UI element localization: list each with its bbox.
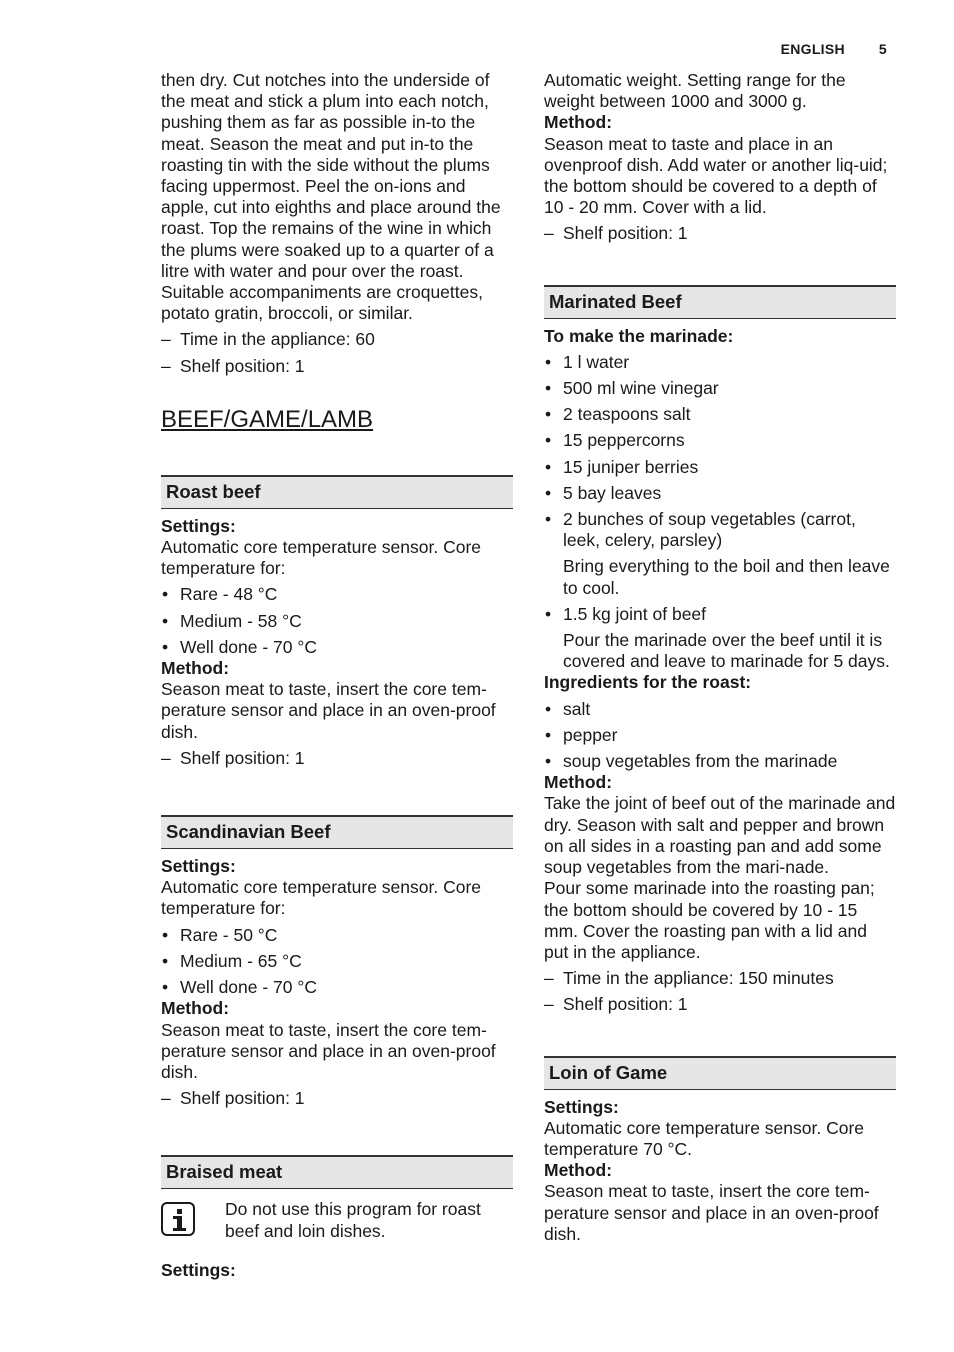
method-label: Method: — [161, 998, 230, 1019]
list-item: • pepper — [544, 725, 896, 746]
method-text: Season meat to taste, insert the core tem-perature sensor and place in an oven-proof dish. — [161, 1019, 496, 1082]
list-item: • Rare - 50 °C — [161, 925, 513, 946]
shelf-list — [161, 1088, 513, 1109]
list-item: • 1.5 kg joint of beef — [544, 604, 896, 625]
list-item: – Shelf position: 1 — [161, 748, 513, 769]
list-item: • 500 ml wine vinegar — [544, 378, 896, 399]
left-column — [161, 70, 513, 1281]
recipe-title-marinated-beef: Marinated Beef — [544, 285, 896, 319]
settings-label: Settings: — [161, 856, 236, 877]
intro-text: then dry. Cut notches into the underside of the meat and stick a plum into each notch, pushing them as far as possible in-to the meat. Season the meat and put in-to the roasting tin with the side without the plums facing uppermost. Peel the on-ions and apple, cut into eighths and place around the roast. Top the remains of the wine in which the plums were soaked up to a quarter of a litre with water and pour over the roast. Suitable accompaniments are croquettes, potato gratin, broccoli, or similar. — [161, 70, 501, 324]
list-item: – Shelf position: 1 — [544, 223, 896, 244]
beef-list — [544, 604, 896, 625]
method-text: Pour some marinade into the roasting pan; the bottom should be covered by 10 - 15 mm. Cover the roasting pan with a lid and put in the appliance. — [544, 878, 875, 962]
list-item: • 2 bunches of soup vegetables (carrot, leek, celery, parsley) — [544, 509, 896, 551]
list-item: • 15 peppercorns — [544, 430, 896, 451]
list-item: – Shelf position: 1 — [161, 356, 513, 377]
list-item: • Medium - 58 °C — [161, 611, 513, 632]
info-note — [161, 1199, 513, 1241]
method-label: Method: — [544, 772, 613, 793]
steps-list — [544, 968, 896, 1015]
method-label: Method: — [161, 658, 230, 679]
marinade-label: To make the marinade: — [544, 325, 734, 346]
boil-note: Bring everything to the boil and then leave to cool. — [563, 556, 890, 598]
marinate-note: Pour the marinade over the beef until it is covered and leave to marinade for 5 days. — [563, 630, 890, 672]
list-item: • Well done - 70 °C — [161, 977, 513, 998]
marinade-list — [544, 352, 896, 552]
method-label: Method: — [544, 1160, 613, 1181]
list-item: • 5 bay leaves — [544, 483, 896, 504]
list-item: • Medium - 65 °C — [161, 951, 513, 972]
list-item: • 15 juniper berries — [544, 457, 896, 478]
settings-text: Automatic core temperature sensor. Core temperature for: — [161, 877, 482, 919]
method-label: Method: — [544, 112, 613, 133]
roast-ingredients-label: Ingredients for the roast: — [544, 672, 752, 693]
page-number: 5 — [878, 41, 887, 57]
right-column — [544, 70, 896, 1245]
list-item: – Shelf position: 1 — [544, 994, 896, 1015]
settings-label: Settings: — [161, 1259, 236, 1280]
page-header — [781, 39, 887, 60]
temperature-list — [161, 925, 513, 999]
settings-text: Automatic core temperature sensor. Core temperature for: — [161, 537, 482, 579]
list-item: • Well done - 70 °C — [161, 637, 513, 658]
method-text: Take the joint of beef out of the marinade and dry. Season with salt and pepper and brown on all sides in a roasting pan and add some soup vegetables from the mari-nade. — [544, 793, 896, 878]
temperature-list — [161, 584, 513, 658]
settings-text: Automatic core temperature sensor. Core temperature 70 °C. — [544, 1117, 865, 1159]
roast-ingredients-list — [544, 699, 896, 773]
method-text: Season meat to taste, insert the core tem-perature sensor and place in an oven-proof dish. — [161, 679, 496, 742]
recipe-title-scandinavian-beef: Scandinavian Beef — [161, 815, 513, 849]
list-item: • 1 l water — [544, 352, 896, 373]
intro-list — [161, 329, 513, 376]
recipe-title-loin-of-game: Loin of Game — [544, 1056, 896, 1090]
recipe-title-roast-beef: Roast beef — [161, 475, 513, 509]
list-item: – Shelf position: 1 — [161, 1088, 513, 1109]
shelf-list — [161, 748, 513, 769]
info-icon — [161, 1202, 195, 1236]
list-item: • soup vegetables from the marinade — [544, 751, 896, 772]
section-heading: BEEF/GAME/LAMB — [161, 405, 374, 433]
shelf-list — [544, 223, 896, 244]
list-item: – Time in the appliance: 150 minutes — [544, 968, 896, 989]
recipe-title-braised-meat: Braised meat — [161, 1155, 513, 1189]
settings-label: Settings: — [161, 515, 236, 536]
list-item: • Rare - 48 °C — [161, 584, 513, 605]
method-text: Season meat to taste, insert the core tem-perature sensor and place in an oven-proof dish. — [544, 1181, 879, 1244]
list-item: – Time in the appliance: 60 — [161, 329, 513, 350]
method-text: Season meat to taste and place in an ovenproof dish. Add water or another liq-uid; the bottom should be covered to a depth of 10 - 20 mm. Cover with a lid. — [544, 133, 888, 218]
list-item: • salt — [544, 699, 896, 720]
note-text: Do not use this program for roast beef and loin dishes. — [225, 1199, 481, 1241]
list-item: • 2 teaspoons salt — [544, 404, 896, 425]
settings-label: Settings: — [544, 1096, 619, 1117]
continued-text: Automatic weight. Setting range for the weight between 1000 and 3000 g. — [544, 70, 846, 112]
language-label: ENGLISH — [780, 41, 845, 57]
